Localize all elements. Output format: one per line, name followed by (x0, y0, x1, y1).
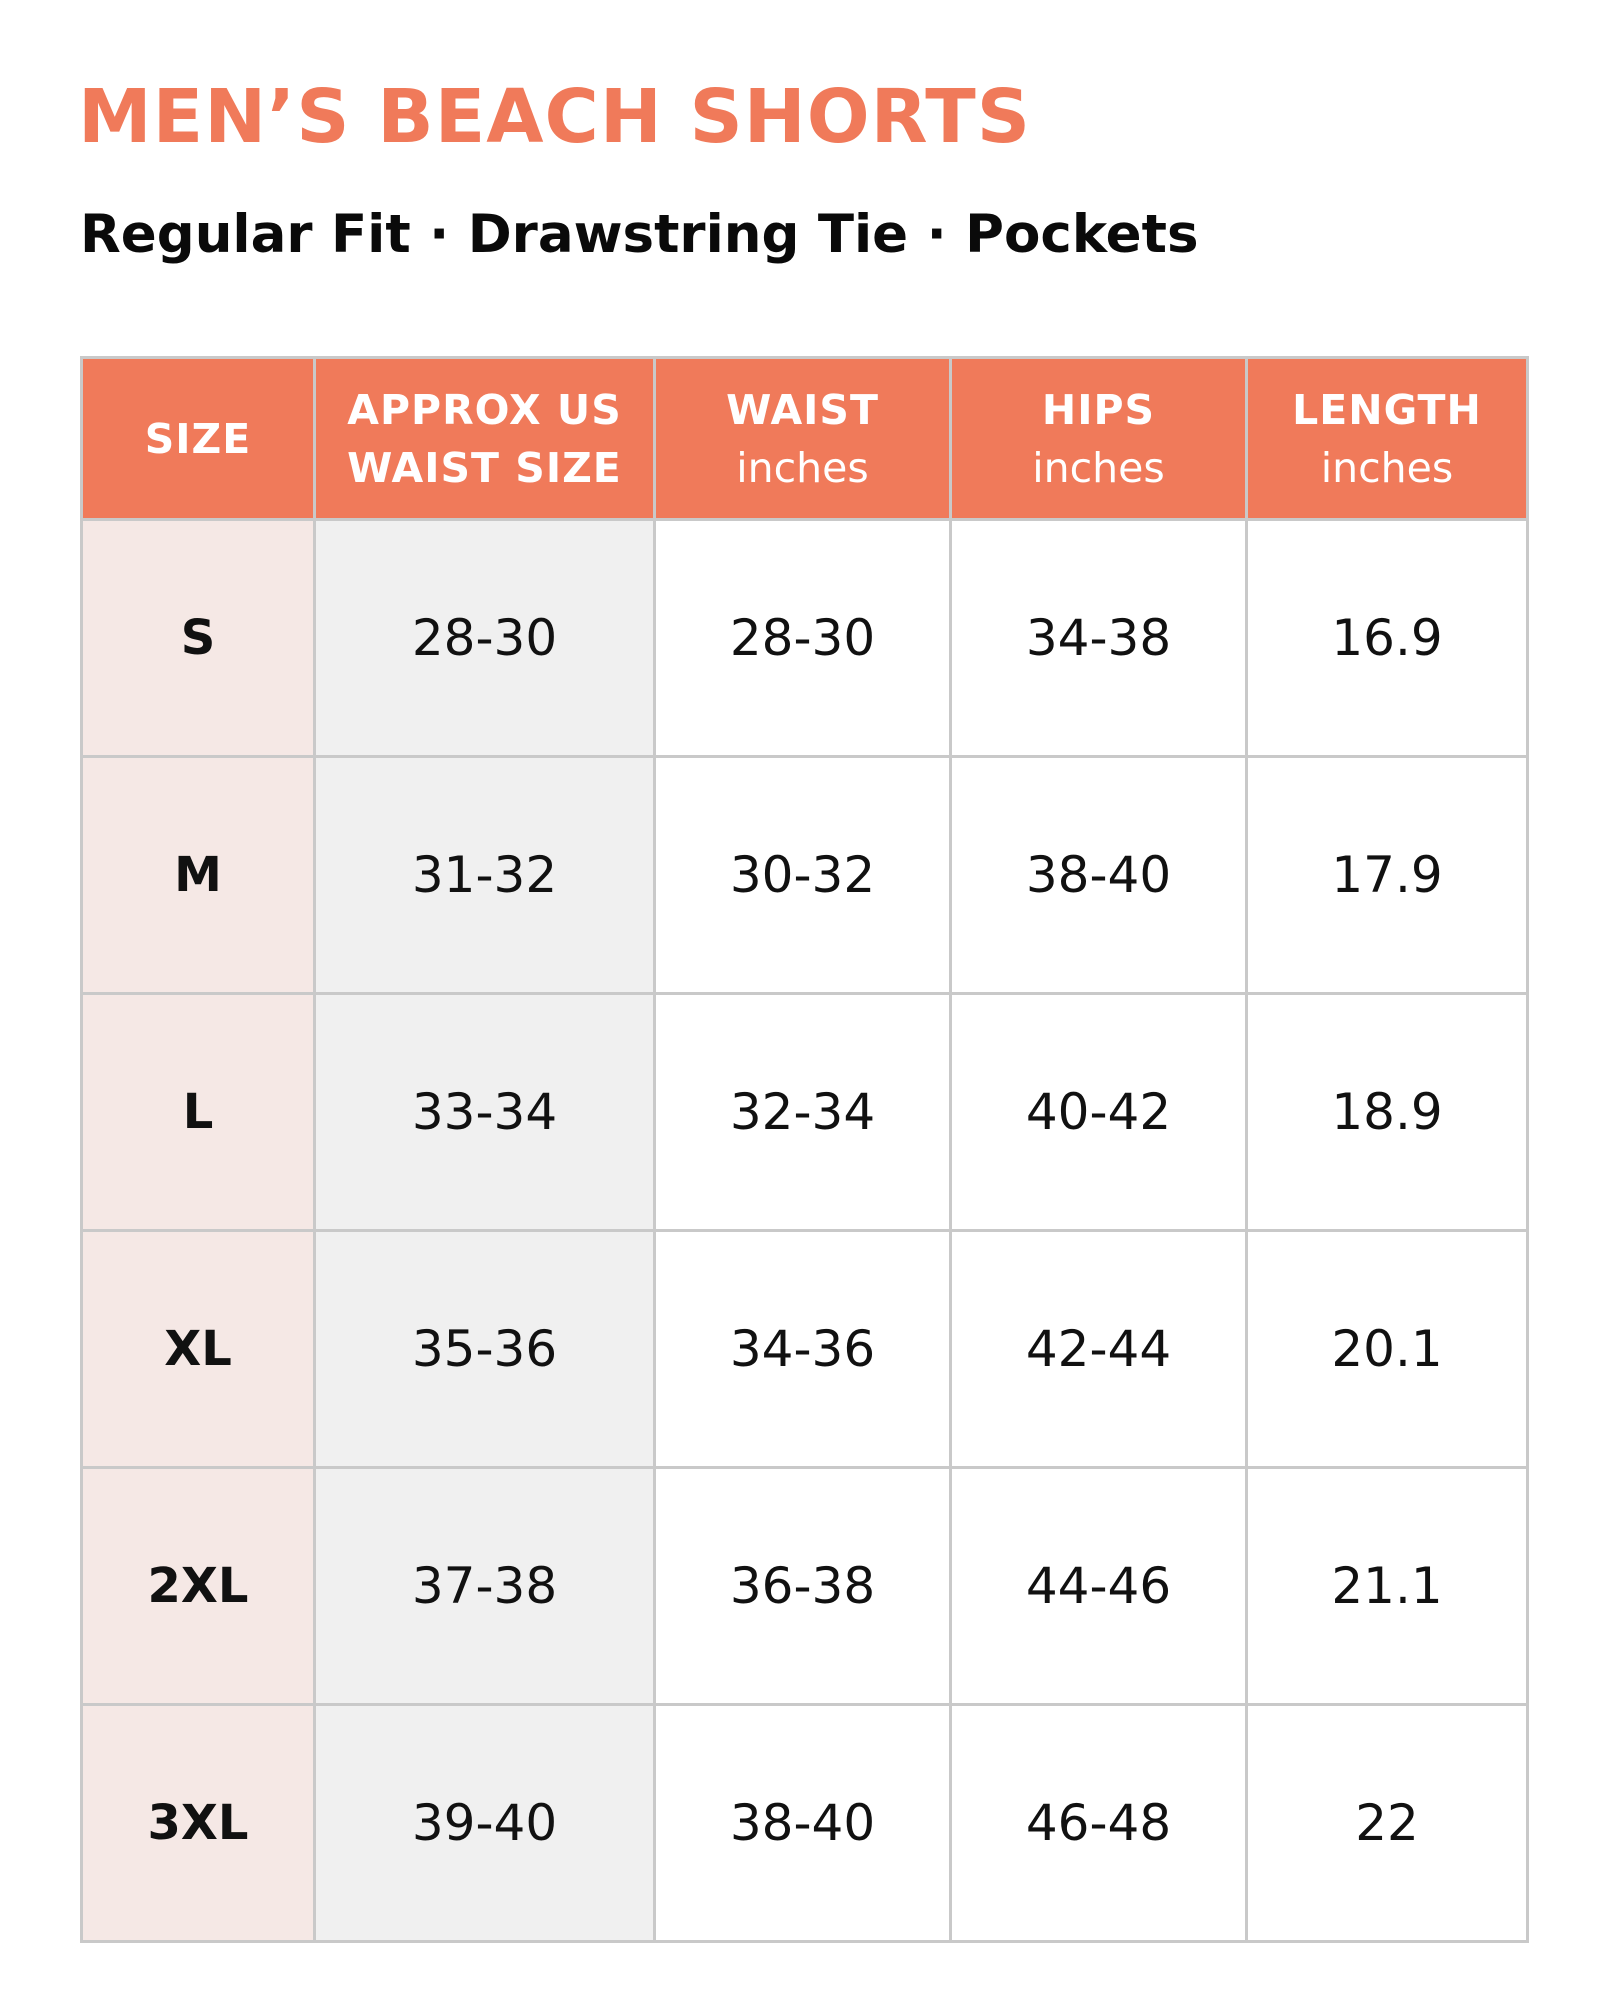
header-hips (951, 358, 1247, 520)
waist-cell: 32-34 (655, 994, 951, 1231)
approx-us-waist-cell: 31-32 (315, 757, 655, 994)
size-cell: S (82, 520, 315, 757)
hips-cell: 44-46 (951, 1468, 1247, 1705)
approx-us-waist-cell: 39-40 (315, 1705, 655, 1942)
table-header (82, 358, 1528, 520)
length-cell: 21.1 (1247, 1468, 1528, 1705)
length-cell: 17.9 (1247, 757, 1528, 994)
table-row (82, 1468, 1528, 1705)
waist-cell: 28-30 (655, 520, 951, 757)
size-cell: L (82, 994, 315, 1231)
header-label: SIZE (144, 414, 252, 463)
header-unit: inches (736, 443, 869, 492)
hips-cell: 38-40 (951, 757, 1247, 994)
header-label: APPROX US WAIST SIZE (347, 385, 622, 492)
length-cell: 16.9 (1247, 520, 1528, 757)
approx-us-waist-cell: 37-38 (315, 1468, 655, 1705)
header-length (1247, 358, 1528, 520)
length-cell: 20.1 (1247, 1231, 1528, 1468)
table-row (82, 520, 1528, 757)
length-cell: 22 (1247, 1705, 1528, 1942)
table-body (82, 520, 1528, 1942)
header-size (82, 358, 315, 520)
length-cell: 18.9 (1247, 994, 1528, 1231)
table-header-row (82, 358, 1528, 520)
waist-cell: 36-38 (655, 1468, 951, 1705)
size-cell: XL (82, 1231, 315, 1468)
approx-us-waist-cell: 33-34 (315, 994, 655, 1231)
size-cell: 3XL (82, 1705, 315, 1942)
page-subtitle: Regular Fit · Drawstring Tie · Pockets (80, 204, 1199, 265)
hips-cell: 40-42 (951, 994, 1247, 1231)
hips-cell: 46-48 (951, 1705, 1247, 1942)
page-title: MEN’S BEACH SHORTS (78, 74, 1032, 160)
table-row (82, 994, 1528, 1231)
table-row (82, 1231, 1528, 1468)
waist-cell: 38-40 (655, 1705, 951, 1942)
size-chart-table (80, 356, 1529, 1943)
size-cell: M (82, 757, 315, 994)
header-unit: inches (1032, 443, 1165, 492)
size-cell: 2XL (82, 1468, 315, 1705)
header-waist (655, 358, 951, 520)
header-label: LENGTH (1292, 385, 1482, 434)
approx-us-waist-cell: 28-30 (315, 520, 655, 757)
waist-cell: 30-32 (655, 757, 951, 994)
header-label: HIPS (1041, 385, 1156, 434)
table-row (82, 757, 1528, 994)
header-unit: inches (1320, 443, 1454, 492)
waist-cell: 34-36 (655, 1231, 951, 1468)
hips-cell: 42-44 (951, 1231, 1247, 1468)
header-approx-us-waist-size (315, 358, 655, 520)
table-row (82, 1705, 1528, 1942)
header-label: WAIST (726, 385, 879, 434)
approx-us-waist-cell: 35-36 (315, 1231, 655, 1468)
hips-cell: 34-38 (951, 520, 1247, 757)
